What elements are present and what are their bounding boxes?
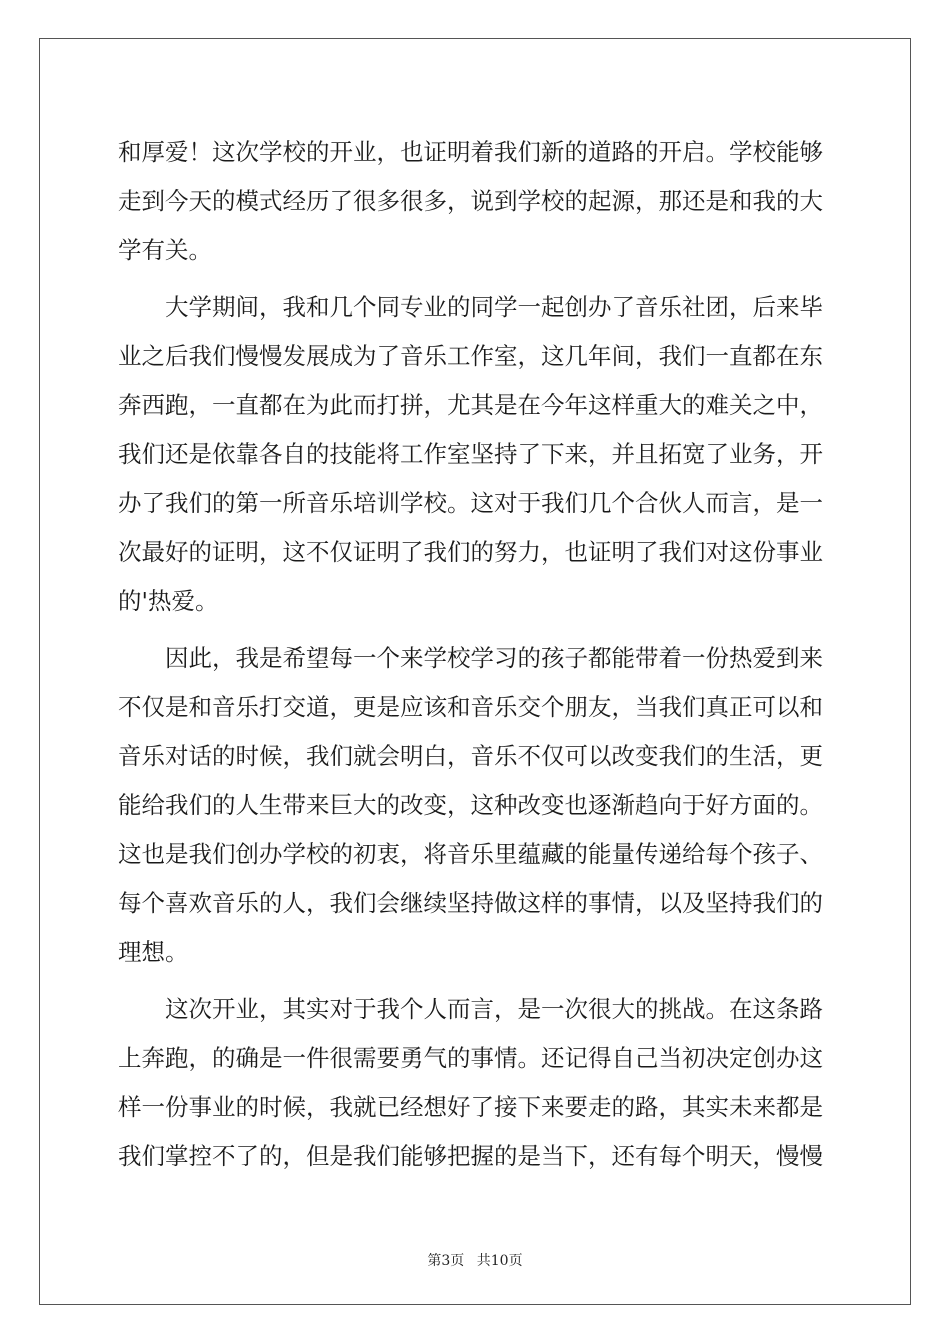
text-line: 能给我们的人生带来巨大的改变，这种改变也逐渐趋向于好方面的。 [118, 791, 823, 819]
text-line: 次最好的证明，这不仅证明了我们的努力，也证明了我们对这份事业 [118, 538, 823, 566]
text-line: 理想。 [118, 938, 189, 966]
text-line: 音乐对话的时候，我们就会明白，音乐不仅可以改变我们的生活，更 [118, 742, 823, 770]
text-line: 的'热爱。 [118, 587, 219, 615]
text-line: 我们掌控不了的，但是我们能够把握的是当下，还有每个明天，慢慢 [118, 1142, 823, 1170]
text-line: 不仅是和音乐打交道，更是应该和音乐交个朋友，当我们真正可以和 [118, 693, 823, 721]
text-line: 走到今天的模式经历了很多很多，说到学校的起源，那还是和我的大 [118, 187, 823, 215]
text-line: 学有关。 [118, 236, 212, 264]
text-line: 和厚爱！这次学校的开业，也证明着我们新的道路的开启。学校能够 [118, 138, 823, 166]
text-line: 办了我们的第一所音乐培训学校。这对于我们几个合伙人而言，是一 [118, 489, 823, 517]
paragraph-gap [118, 977, 834, 985]
document-body [118, 128, 834, 1181]
text-line: 奔西跑，一直都在为此而打拼，尤其是在今年这样重大的难关之中， [118, 391, 823, 419]
text-line: 这也是我们创办学校的初衷，将音乐里蕴藏的能量传递给每个孩子、 [118, 840, 823, 868]
page-number: 第3页 [427, 1253, 465, 1269]
text-line: 上奔跑，的确是一件很需要勇气的事情。还记得自己当初决定创办这 [118, 1044, 823, 1072]
text-line: 样一份事业的时候，我就已经想好了接下来要走的路，其实未来都是 [118, 1093, 823, 1121]
text-line: 这次开业，其实对于我个人而言，是一次很大的挑战。在这条路 [118, 995, 823, 1023]
text-line: 大学期间，我和几个同专业的同学一起创办了音乐社团，后来毕 [118, 293, 823, 321]
text-line: 业之后我们慢慢发展成为了音乐工作室，这几年间，我们一直都在东 [118, 342, 823, 370]
text-line: 每个喜欢音乐的人，我们会继续坚持做这样的事情，以及坚持我们的 [118, 889, 823, 917]
page-footer [0, 1250, 950, 1270]
paragraph-gap [118, 626, 834, 634]
text-line: 我们还是依靠各自的技能将工作室坚持了下来，并且拓宽了业务，开 [118, 440, 823, 468]
text-line: 因此，我是希望每一个来学校学习的孩子都能带着一份热爱到来 [118, 644, 823, 672]
paragraph-gap [118, 275, 834, 283]
page-total: 共10页 [476, 1253, 523, 1269]
